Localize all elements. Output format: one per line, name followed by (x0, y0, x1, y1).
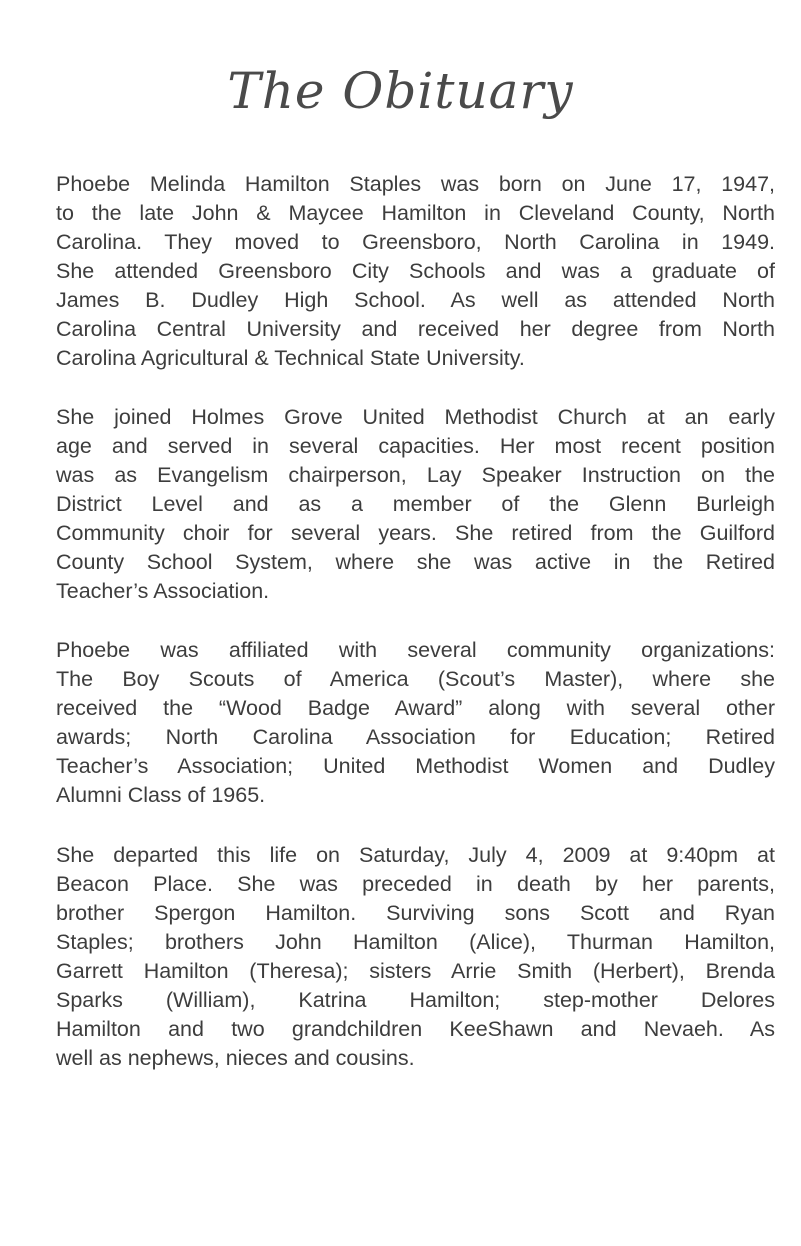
text-line: Phoebe was affiliated with several community organizations: (56, 638, 775, 662)
text-line: Community choir for several years. She retired from the Guilford (56, 521, 775, 545)
text-line: to the late John & Maycee Hamilton in Cleveland County, North (56, 201, 775, 225)
text-line: The Boy Scouts of America (Scout’s Master), where she (56, 667, 775, 691)
paragraph-community (56, 636, 775, 810)
text-line: brother Spergon Hamilton. Surviving sons Scott and Ryan (56, 901, 775, 925)
text-line: James B. Dudley High School. As well as attended North (56, 288, 775, 312)
text-line: age and served in several capacities. Her most recent position (56, 434, 775, 458)
paragraph-birth-education (56, 170, 775, 373)
text-line: was as Evangelism chairperson, Lay Speaker Instruction on the (56, 463, 775, 487)
text-line: She joined Holmes Grove United Methodist Church at an early (56, 405, 775, 429)
paragraph-church-career (56, 403, 775, 606)
text-line: Garrett Hamilton (Theresa); sisters Arrie Smith (Herbert), Brenda (56, 959, 775, 983)
text-line: District Level and as a member of the Glenn Burleigh (56, 492, 775, 516)
text-line: She departed this life on Saturday, July 4, 2009 at 9:40pm at (56, 843, 775, 867)
text-line: Hamilton and two grandchildren KeeShawn and Nevaeh. As (56, 1017, 775, 1041)
text-line: Staples; brothers John Hamilton (Alice), Thurman Hamilton, (56, 930, 775, 954)
text-line: County School System, where she was active in the Retired (56, 550, 775, 574)
text-line: Teacher’s Association; United Methodist Women and Dudley (56, 754, 775, 778)
text-line: Beacon Place. She was preceded in death by her parents, (56, 872, 775, 896)
text-line: Teacher’s Association. (56, 579, 270, 603)
text-line: Carolina Agricultural & Technical State University. (56, 346, 525, 370)
text-line: well as nephews, nieces and cousins. (56, 1046, 415, 1070)
paragraph-survivors (56, 841, 775, 1073)
text-line: Carolina Central University and received her degree from North (56, 317, 775, 341)
text-line: Sparks (William), Katrina Hamilton; step-mother Delores (56, 988, 775, 1012)
text-line: Alumni Class of 1965. (56, 783, 266, 807)
text-line: Phoebe Melinda Hamilton Staples was born on June 17, 1947, (56, 172, 775, 196)
page-title: The Obituary (227, 62, 574, 120)
text-line: received the “Wood Badge Award” along with several other (56, 696, 775, 720)
text-line: awards; North Carolina Association for Education; Retired (56, 725, 775, 749)
text-line: She attended Greensboro City Schools and was a graduate of (56, 259, 775, 283)
text-line: Carolina. They moved to Greensboro, North Carolina in 1949. (56, 230, 775, 254)
